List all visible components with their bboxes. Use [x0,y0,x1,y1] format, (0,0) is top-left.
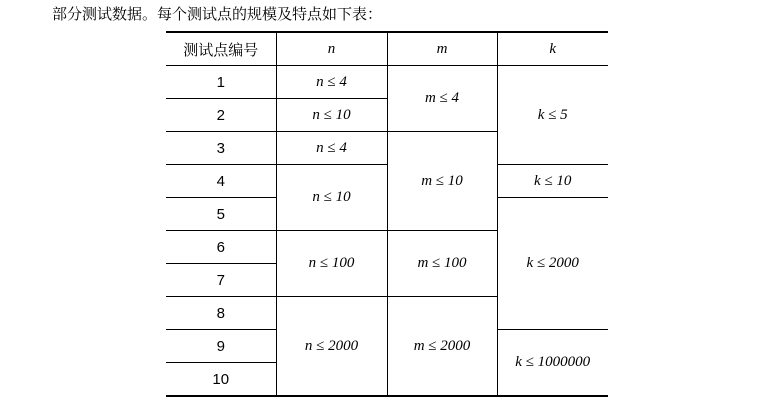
n-limit-cell: n ≤ 2000 [276,297,387,397]
test-id-cell: 4 [166,165,276,198]
k-limit-cell: k ≤ 5 [497,66,608,165]
header-k: k [497,32,608,66]
n-limit-cell: n ≤ 4 [276,66,387,99]
m-limit-cell: m ≤ 100 [387,231,497,297]
m-limit-cell: m ≤ 2000 [387,297,497,397]
test-id-cell: 2 [166,99,276,132]
header-n: n [276,32,387,66]
test-id-cell: 5 [166,198,276,231]
test-id-cell: 6 [166,231,276,264]
k-limit-cell: k ≤ 1000000 [497,330,608,397]
n-limit-cell: n ≤ 100 [276,231,387,297]
header-test-id: 测试点编号 [166,32,276,66]
test-id-cell: 1 [166,66,276,99]
test-id-cell: 7 [166,264,276,297]
n-limit-cell: n ≤ 10 [276,99,387,132]
k-limit-cell: k ≤ 2000 [497,198,608,330]
n-limit-cell: n ≤ 4 [276,132,387,165]
test-limits-table [166,31,608,397]
test-id-cell: 10 [166,363,276,397]
table-header-row [166,32,608,66]
m-limit-cell: m ≤ 4 [387,66,497,132]
table-row [166,66,608,99]
test-id-cell: 9 [166,330,276,363]
intro-text: 部分测试数据。每个测试点的规模及特点如下表： [52,5,383,23]
k-limit-cell: k ≤ 10 [497,165,608,198]
m-limit-cell: m ≤ 10 [387,132,497,231]
n-limit-cell: n ≤ 10 [276,165,387,231]
header-m: m [387,32,497,66]
test-id-cell: 3 [166,132,276,165]
test-id-cell: 8 [166,297,276,330]
